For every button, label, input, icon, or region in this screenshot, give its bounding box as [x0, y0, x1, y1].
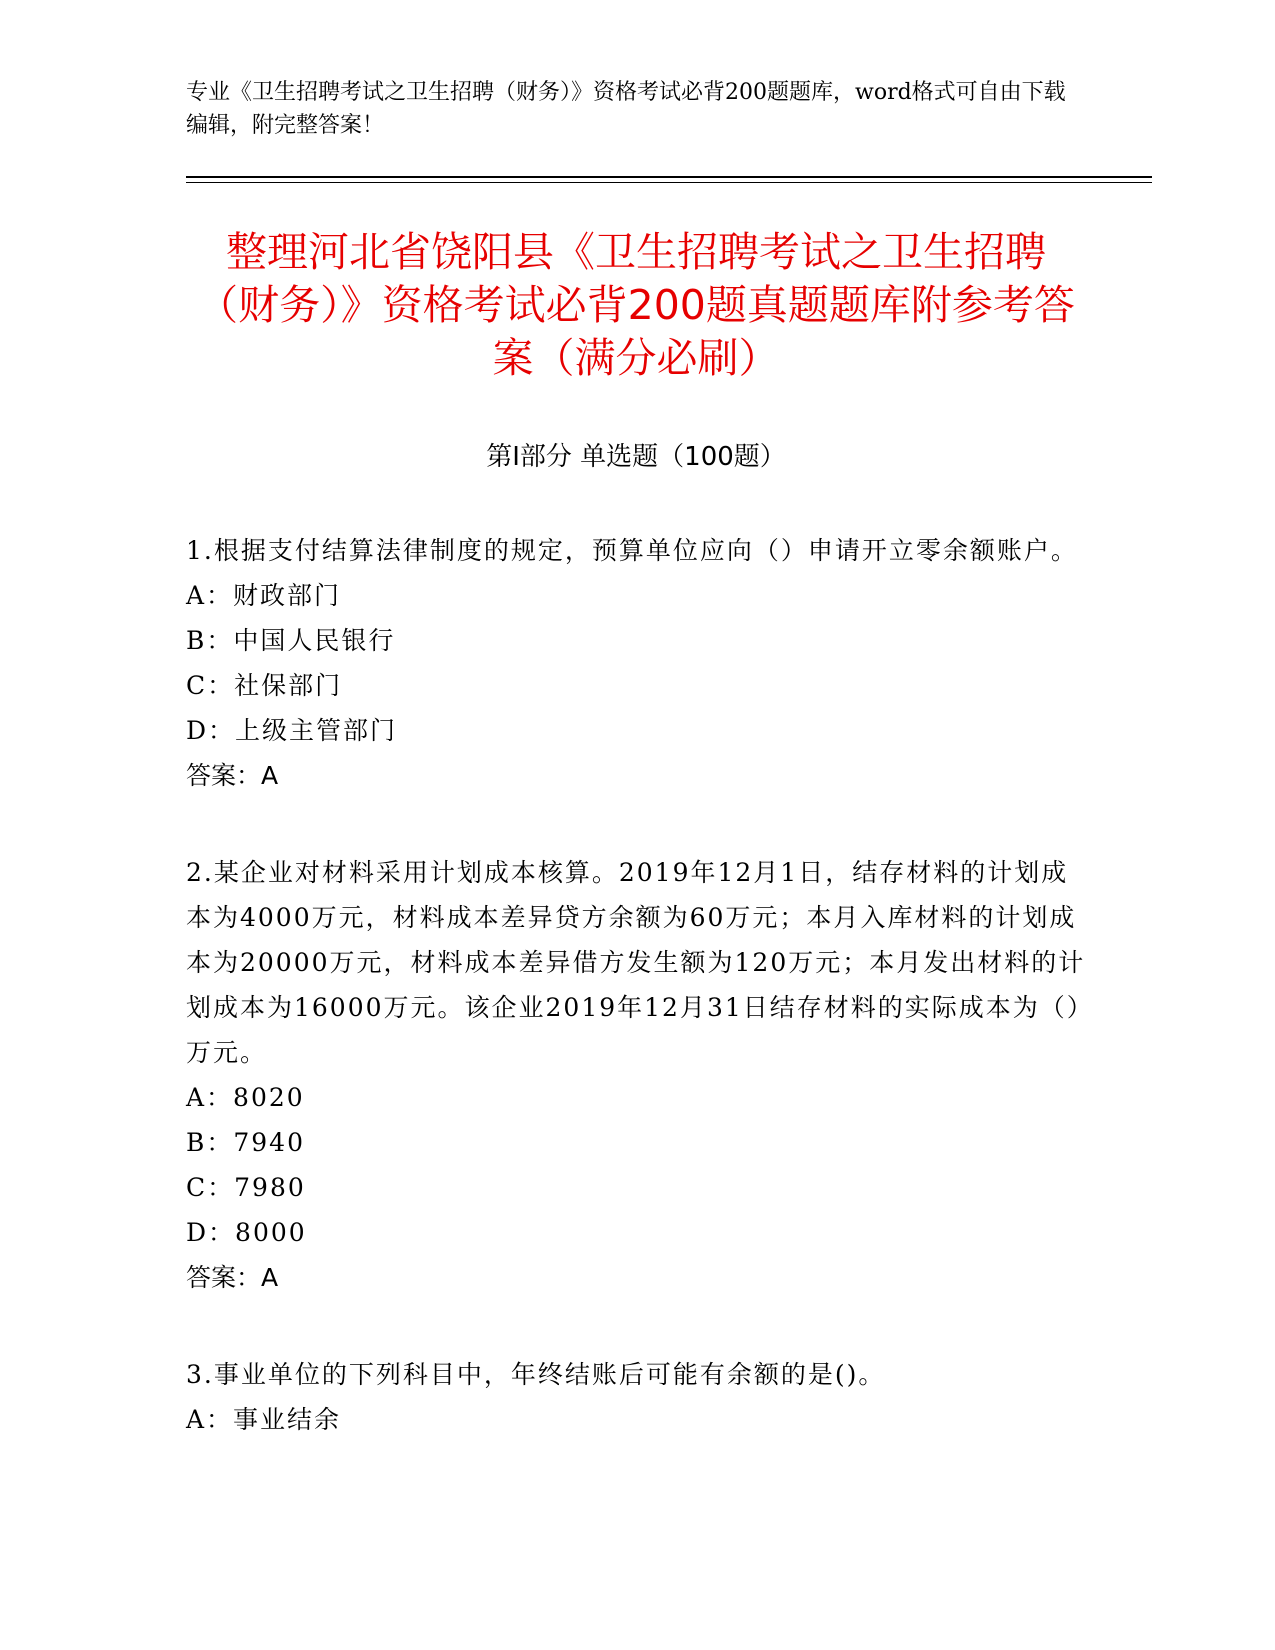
option-d: D：8000: [186, 1218, 307, 1247]
answer: 答案：A: [186, 1263, 279, 1292]
answer: 答案：A: [186, 761, 279, 790]
option-b: B：7940: [186, 1128, 305, 1157]
option-c: C：社保部门: [186, 671, 343, 700]
option-d: D：上级主管部门: [186, 716, 398, 745]
option-a: A：财政部门: [186, 581, 342, 610]
question-2: [186, 850, 1086, 1300]
question-text: 1.根据支付结算法律制度的规定，预算单位应向（）申请开立零余额账户。: [186, 536, 1078, 565]
option-a: A：事业结余: [186, 1405, 342, 1434]
question-text: 3.事业单位的下列科目中，年终结账后可能有余额的是()。: [186, 1360, 886, 1389]
question-list: [186, 528, 1086, 1494]
section-heading: 第Ⅰ部分 单选题（100题）: [486, 442, 786, 472]
header-rule-thick: [186, 176, 1152, 178]
document-title: 整理河北省饶阳县《卫生招聘考试之卫生招聘（财务）》资格考试必背200题真题题库附参考答案（满分必刷）: [197, 228, 1075, 382]
option-b: B：中国人民银行: [186, 626, 396, 655]
question-1: [186, 528, 1086, 798]
question-text: 2.某企业对材料采用计划成本核算。2019年12月1日，结存材料的计划成本为4000万元，材料成本差异贷方余额为60万元；本月入库材料的计划成本为20000万元，材料成本差异借方发生额为120万元；本月发出材料的计划成本为16000万元。该企业2019年12月31日结存材料的实际成本为（）万元。: [186, 858, 1086, 1067]
header-rule-thin: [186, 182, 1152, 183]
question-3: [186, 1352, 1086, 1442]
header-note: 专业《卫生招聘考试之卫生招聘（财务）》资格考试必背200题题库，word格式可自由下载编辑，附完整答案！: [186, 80, 1066, 138]
option-a: A：8020: [186, 1083, 305, 1112]
option-c: C：7980: [186, 1173, 306, 1202]
